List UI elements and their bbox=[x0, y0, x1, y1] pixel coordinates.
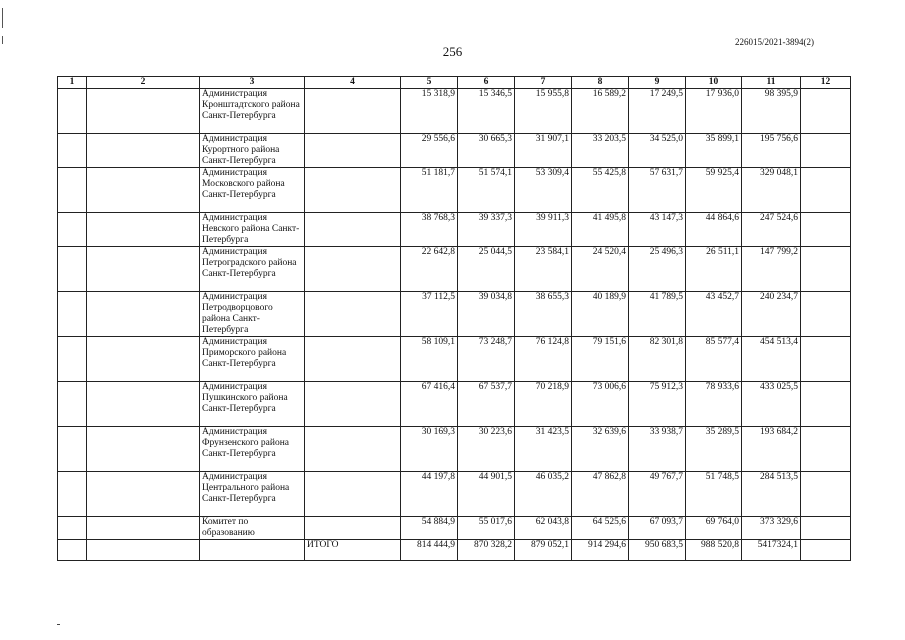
empty-cell bbox=[58, 134, 87, 168]
empty-cell bbox=[58, 292, 87, 337]
value-cell-col-11: 147 799,2 bbox=[742, 247, 801, 292]
empty-cell bbox=[305, 517, 401, 540]
value-cell-col-5: 67 416,4 bbox=[401, 382, 458, 427]
column-number-6: 6 bbox=[458, 77, 515, 89]
value-cell-col-6: 39 337,3 bbox=[458, 213, 515, 247]
page-number: 256 bbox=[442, 44, 463, 59]
value-cell-col-8: 40 189,9 bbox=[572, 292, 629, 337]
value-cell-col-10: 43 452,7 bbox=[686, 292, 742, 337]
empty-cell bbox=[801, 89, 851, 134]
organization-name: Администрация Невского района Санкт-Петербурга bbox=[200, 213, 305, 247]
value-cell-col-6: 25 044,5 bbox=[458, 247, 515, 292]
empty-cell bbox=[305, 134, 401, 168]
empty-cell bbox=[305, 89, 401, 134]
value-cell-col-8: 73 006,6 bbox=[572, 382, 629, 427]
empty-cell bbox=[87, 292, 200, 337]
total-value-col-10: 988 520,8 bbox=[686, 540, 742, 561]
empty-cell bbox=[305, 472, 401, 517]
value-cell-col-9: 17 249,5 bbox=[629, 89, 686, 134]
column-number-12: 12 bbox=[801, 77, 851, 89]
value-cell-col-8: 41 495,8 bbox=[572, 213, 629, 247]
empty-cell bbox=[58, 337, 87, 382]
value-cell-col-6: 44 901,5 bbox=[458, 472, 515, 517]
table-row bbox=[58, 427, 851, 472]
empty-cell bbox=[801, 427, 851, 472]
budget-table bbox=[57, 76, 851, 561]
value-cell-col-6: 30 665,3 bbox=[458, 134, 515, 168]
value-cell-col-11: 240 234,7 bbox=[742, 292, 801, 337]
empty-cell bbox=[58, 168, 87, 213]
empty-cell bbox=[58, 517, 87, 540]
value-cell-col-10: 51 748,5 bbox=[686, 472, 742, 517]
organization-name: Администрация Фрунзенского района Санкт-Петербурга bbox=[200, 427, 305, 472]
table-row bbox=[58, 134, 851, 168]
value-cell-col-10: 17 936,0 bbox=[686, 89, 742, 134]
empty-cell bbox=[200, 540, 305, 561]
table-row bbox=[58, 382, 851, 427]
table-row bbox=[58, 337, 851, 382]
value-cell-col-11: 373 329,6 bbox=[742, 517, 801, 540]
organization-name: Администрация Петроградского района Санкт-Петербурга bbox=[200, 247, 305, 292]
empty-cell bbox=[801, 247, 851, 292]
table-row bbox=[58, 292, 851, 337]
value-cell-col-9: 67 093,7 bbox=[629, 517, 686, 540]
value-cell-col-11: 195 756,6 bbox=[742, 134, 801, 168]
empty-cell bbox=[87, 213, 200, 247]
value-cell-col-9: 57 631,7 bbox=[629, 168, 686, 213]
value-cell-col-5: 22 642,8 bbox=[401, 247, 458, 292]
value-cell-col-5: 30 169,3 bbox=[401, 427, 458, 472]
column-number-3: 3 bbox=[200, 77, 305, 89]
value-cell-col-7: 31 907,1 bbox=[515, 134, 572, 168]
column-number-5: 5 bbox=[401, 77, 458, 89]
value-cell-col-10: 26 511,1 bbox=[686, 247, 742, 292]
column-number-8: 8 bbox=[572, 77, 629, 89]
organization-name: Администрация Кронштадтского района Санкт-Петербурга bbox=[200, 89, 305, 134]
value-cell-col-5: 37 112,5 bbox=[401, 292, 458, 337]
scan-speck bbox=[57, 624, 60, 625]
value-cell-col-6: 39 034,8 bbox=[458, 292, 515, 337]
total-value-col-7: 879 052,1 bbox=[515, 540, 572, 561]
empty-cell bbox=[801, 168, 851, 213]
empty-cell bbox=[87, 337, 200, 382]
value-cell-col-9: 41 789,5 bbox=[629, 292, 686, 337]
value-cell-col-7: 53 309,4 bbox=[515, 168, 572, 213]
scan-edge-mark bbox=[2, 8, 3, 28]
value-cell-col-8: 33 203,5 bbox=[572, 134, 629, 168]
empty-cell bbox=[801, 292, 851, 337]
value-cell-col-11: 98 395,9 bbox=[742, 89, 801, 134]
value-cell-col-7: 46 035,2 bbox=[515, 472, 572, 517]
value-cell-col-10: 44 864,6 bbox=[686, 213, 742, 247]
total-value-col-11: 5417324,1 bbox=[742, 540, 801, 561]
empty-cell bbox=[87, 247, 200, 292]
total-value-col-9: 950 683,5 bbox=[629, 540, 686, 561]
empty-cell bbox=[305, 168, 401, 213]
column-number-row bbox=[58, 77, 851, 89]
value-cell-col-5: 58 109,1 bbox=[401, 337, 458, 382]
value-cell-col-7: 76 124,8 bbox=[515, 337, 572, 382]
empty-cell bbox=[801, 337, 851, 382]
value-cell-col-9: 33 938,7 bbox=[629, 427, 686, 472]
total-value-col-8: 914 294,6 bbox=[572, 540, 629, 561]
value-cell-col-7: 70 218,9 bbox=[515, 382, 572, 427]
value-cell-col-10: 69 764,0 bbox=[686, 517, 742, 540]
value-cell-col-7: 62 043,8 bbox=[515, 517, 572, 540]
empty-cell bbox=[801, 134, 851, 168]
table-row bbox=[58, 247, 851, 292]
empty-cell bbox=[87, 134, 200, 168]
empty-cell bbox=[87, 517, 200, 540]
empty-cell bbox=[305, 427, 401, 472]
empty-cell bbox=[801, 213, 851, 247]
empty-cell bbox=[305, 247, 401, 292]
value-cell-col-11: 247 524,6 bbox=[742, 213, 801, 247]
scan-edge-mark bbox=[2, 36, 3, 44]
column-number-10: 10 bbox=[686, 77, 742, 89]
value-cell-col-11: 433 025,5 bbox=[742, 382, 801, 427]
table-row bbox=[58, 89, 851, 134]
organization-name: Администрация Пушкинского района Санкт-Петербурга bbox=[200, 382, 305, 427]
value-cell-col-9: 82 301,8 bbox=[629, 337, 686, 382]
table-row bbox=[58, 213, 851, 247]
empty-cell bbox=[58, 382, 87, 427]
column-number-2: 2 bbox=[87, 77, 200, 89]
document-registration-code: 226015/2021-3894(2) bbox=[735, 37, 814, 47]
empty-cell bbox=[305, 292, 401, 337]
empty-cell bbox=[87, 427, 200, 472]
total-value-col-5: 814 444,9 bbox=[401, 540, 458, 561]
total-value-col-6: 870 328,2 bbox=[458, 540, 515, 561]
value-cell-col-10: 85 577,4 bbox=[686, 337, 742, 382]
total-row bbox=[58, 540, 851, 561]
column-number-11: 11 bbox=[742, 77, 801, 89]
empty-cell bbox=[801, 540, 851, 561]
organization-name: Администрация Приморского района Санкт-Петербурга bbox=[200, 337, 305, 382]
value-cell-col-6: 51 574,1 bbox=[458, 168, 515, 213]
value-cell-col-6: 73 248,7 bbox=[458, 337, 515, 382]
empty-cell bbox=[58, 540, 87, 561]
value-cell-col-8: 55 425,8 bbox=[572, 168, 629, 213]
value-cell-col-6: 30 223,6 bbox=[458, 427, 515, 472]
value-cell-col-5: 15 318,9 bbox=[401, 89, 458, 134]
column-number-7: 7 bbox=[515, 77, 572, 89]
value-cell-col-10: 35 899,1 bbox=[686, 134, 742, 168]
empty-cell bbox=[58, 247, 87, 292]
value-cell-col-9: 25 496,3 bbox=[629, 247, 686, 292]
table-row bbox=[58, 517, 851, 540]
value-cell-col-6: 15 346,5 bbox=[458, 89, 515, 134]
value-cell-col-11: 284 513,5 bbox=[742, 472, 801, 517]
value-cell-col-8: 32 639,6 bbox=[572, 427, 629, 472]
value-cell-col-6: 67 537,7 bbox=[458, 382, 515, 427]
empty-cell bbox=[87, 382, 200, 427]
empty-cell bbox=[58, 213, 87, 247]
value-cell-col-10: 59 925,4 bbox=[686, 168, 742, 213]
column-number-4: 4 bbox=[305, 77, 401, 89]
organization-name: Администрация Центрального района Санкт-Петербурга bbox=[200, 472, 305, 517]
value-cell-col-10: 78 933,6 bbox=[686, 382, 742, 427]
empty-cell bbox=[801, 517, 851, 540]
value-cell-col-7: 38 655,3 bbox=[515, 292, 572, 337]
value-cell-col-5: 29 556,6 bbox=[401, 134, 458, 168]
empty-cell bbox=[87, 540, 200, 561]
value-cell-col-8: 16 589,2 bbox=[572, 89, 629, 134]
value-cell-col-9: 43 147,3 bbox=[629, 213, 686, 247]
empty-cell bbox=[58, 89, 87, 134]
empty-cell bbox=[87, 89, 200, 134]
value-cell-col-5: 44 197,8 bbox=[401, 472, 458, 517]
column-number-9: 9 bbox=[629, 77, 686, 89]
value-cell-col-11: 193 684,2 bbox=[742, 427, 801, 472]
organization-name: Администрация Петродворцового района Санкт-Петербурга bbox=[200, 292, 305, 337]
value-cell-col-11: 454 513,4 bbox=[742, 337, 801, 382]
value-cell-col-11: 329 048,1 bbox=[742, 168, 801, 213]
empty-cell bbox=[801, 382, 851, 427]
value-cell-col-10: 35 289,5 bbox=[686, 427, 742, 472]
value-cell-col-9: 75 912,3 bbox=[629, 382, 686, 427]
value-cell-col-8: 64 525,6 bbox=[572, 517, 629, 540]
empty-cell bbox=[87, 472, 200, 517]
empty-cell bbox=[305, 382, 401, 427]
column-number-1: 1 bbox=[58, 77, 87, 89]
value-cell-col-8: 47 862,8 bbox=[572, 472, 629, 517]
organization-name: Комитет по образованию bbox=[200, 517, 305, 540]
table-row bbox=[58, 168, 851, 213]
empty-cell bbox=[305, 337, 401, 382]
value-cell-col-5: 54 884,9 bbox=[401, 517, 458, 540]
value-cell-col-5: 38 768,3 bbox=[401, 213, 458, 247]
empty-cell bbox=[801, 472, 851, 517]
empty-cell bbox=[58, 472, 87, 517]
value-cell-col-7: 23 584,1 bbox=[515, 247, 572, 292]
empty-cell bbox=[87, 168, 200, 213]
value-cell-col-7: 15 955,8 bbox=[515, 89, 572, 134]
table-row bbox=[58, 472, 851, 517]
value-cell-col-9: 49 767,7 bbox=[629, 472, 686, 517]
value-cell-col-9: 34 525,0 bbox=[629, 134, 686, 168]
total-label: ИТОГО bbox=[305, 540, 401, 561]
value-cell-col-7: 39 911,3 bbox=[515, 213, 572, 247]
empty-cell bbox=[58, 427, 87, 472]
value-cell-col-8: 79 151,6 bbox=[572, 337, 629, 382]
organization-name: Администрация Московского района Санкт-Петербурга bbox=[200, 168, 305, 213]
organization-name: Администрация Курортного района Санкт-Петербурга bbox=[200, 134, 305, 168]
empty-cell bbox=[305, 213, 401, 247]
value-cell-col-7: 31 423,5 bbox=[515, 427, 572, 472]
value-cell-col-8: 24 520,4 bbox=[572, 247, 629, 292]
value-cell-col-6: 55 017,6 bbox=[458, 517, 515, 540]
value-cell-col-5: 51 181,7 bbox=[401, 168, 458, 213]
